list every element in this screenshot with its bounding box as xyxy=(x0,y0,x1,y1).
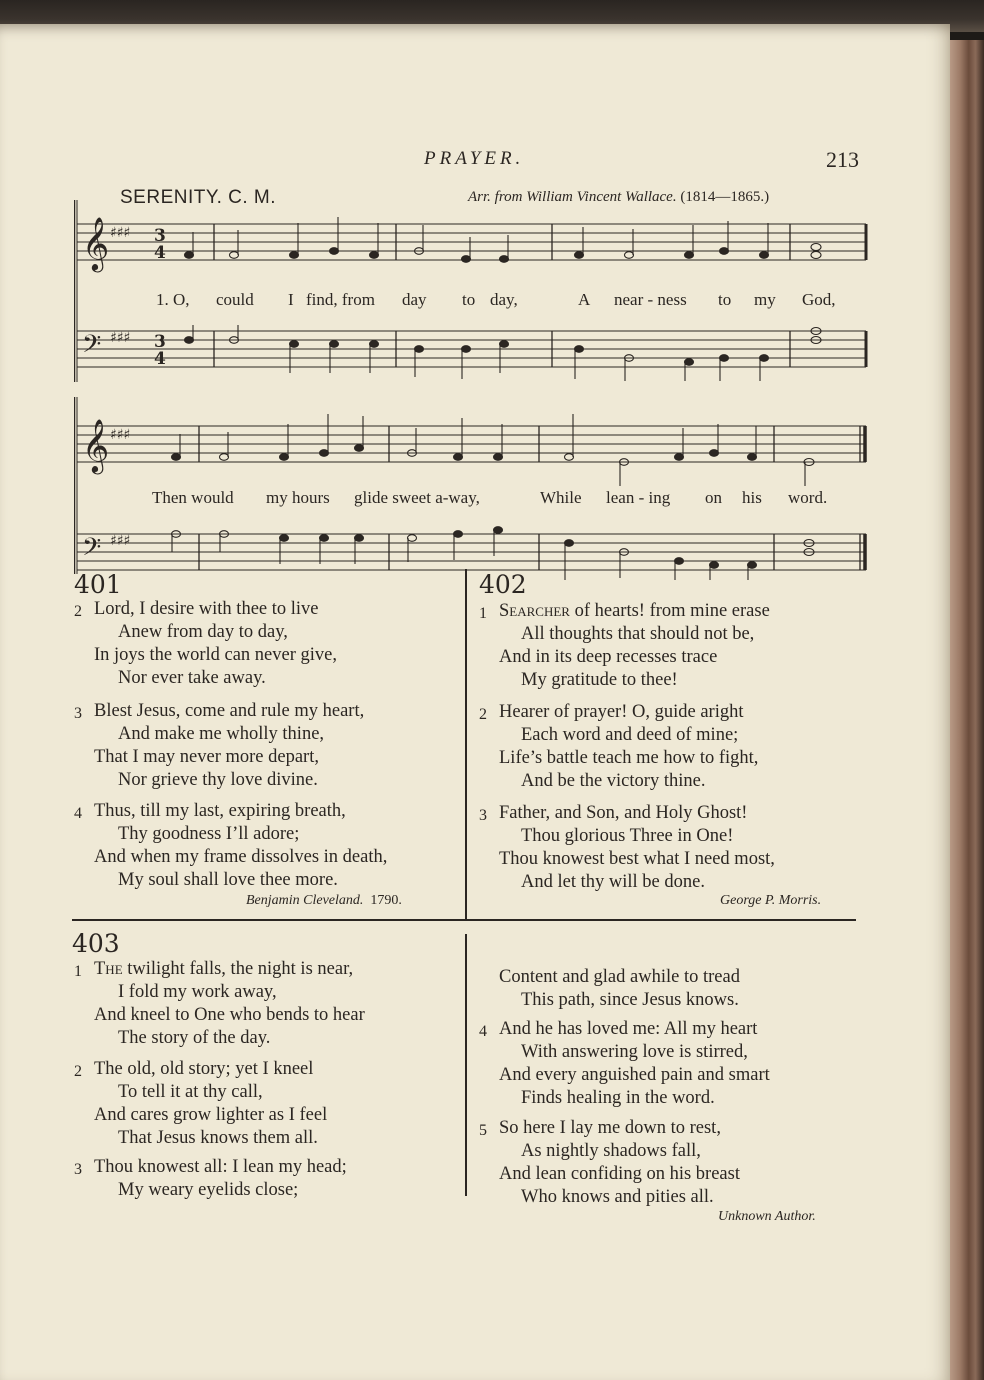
lyric-word: glide sweet a-way, xyxy=(354,488,480,507)
verse-number: 2 xyxy=(479,706,487,723)
verse-line: Nor ever take away. xyxy=(118,668,266,688)
verse-line: Each word and deed of mine; xyxy=(521,725,739,745)
hymn-403-verse-3-continued xyxy=(479,966,869,1012)
treble-notes-2 xyxy=(172,414,815,486)
verse-line: Who knows and pities all. xyxy=(521,1187,714,1207)
hymn-402-verse-1 xyxy=(479,600,869,692)
lyric-word: A xyxy=(578,290,591,309)
verse-line: And make me wholly thine, xyxy=(118,724,325,744)
bass-clef-icon: 𝄢 xyxy=(82,330,102,365)
verse-number: 3 xyxy=(74,705,82,722)
verse-line: As nightly shadows fall, xyxy=(521,1141,701,1161)
verse-line: Thou knowest best what I need most, xyxy=(499,849,775,869)
svg-text:4: 4 xyxy=(154,349,166,369)
lyric-word: his xyxy=(742,488,762,507)
hymn-403-verse-1 xyxy=(74,958,464,1050)
hymn-number: 403 xyxy=(72,929,120,958)
hymn-402-verse-2 xyxy=(479,701,869,793)
verse-number: 1 xyxy=(74,963,82,980)
verse-line: Thou glorious Three in One! xyxy=(521,826,734,846)
hymn-number: 402 xyxy=(479,570,527,599)
column-divider xyxy=(465,934,467,1196)
verse-line: Blest Jesus, come and rule my heart, xyxy=(94,701,365,721)
svg-text:♯♯♯: ♯♯♯ xyxy=(110,330,131,346)
hymn-401-verse-3 xyxy=(74,700,464,792)
lyrics-line-1 xyxy=(0,290,950,314)
verse-line: Father, and Son, and Holy Ghost! xyxy=(499,803,748,823)
column-divider xyxy=(465,569,467,919)
verse-line: With answering love is stirred, xyxy=(521,1042,748,1062)
verse-number: 3 xyxy=(479,807,487,824)
hymn-403-verse-3 xyxy=(74,1156,464,1202)
verse-number: 4 xyxy=(74,805,82,822)
verse-line: That Jesus knows them all. xyxy=(118,1128,318,1148)
verse-line: Nor grieve thy love divine. xyxy=(118,770,318,790)
verse-line-rest: of hearts! from mine erase xyxy=(569,601,770,621)
page-title: PRAYER. xyxy=(424,148,525,169)
verse-line: My gratitude to thee! xyxy=(521,670,678,690)
lyric-word: near - ness xyxy=(614,290,687,309)
svg-text:𝄢: 𝄢 xyxy=(82,533,102,568)
verse-line: That I may never more depart, xyxy=(94,747,319,767)
verse-number: 2 xyxy=(74,1063,82,1080)
svg-text:♯♯♯: ♯♯♯ xyxy=(110,427,131,443)
hymn-402-verse-3 xyxy=(479,802,869,894)
hymn-402-author: George P. Morris. xyxy=(720,893,822,908)
hymn-403-author: Unknown Author. xyxy=(718,1209,816,1224)
lyric-word: day xyxy=(402,290,427,309)
verse-line: And when my frame dissolves in death, xyxy=(94,847,388,867)
hymnal-page xyxy=(0,24,950,1380)
verse-line: In joys the world can never give, xyxy=(94,645,337,665)
verse-line: So here I lay me down to rest, xyxy=(499,1118,721,1138)
treble-staff-1 xyxy=(77,224,866,260)
verse-line: This path, since Jesus knows. xyxy=(521,990,739,1010)
lyric-word: God, xyxy=(802,290,836,309)
lyric-word: to xyxy=(718,290,732,309)
lyrics-line-2 xyxy=(0,488,950,512)
verse-line: The old, old story; yet I kneel xyxy=(94,1059,314,1079)
verse-number: 5 xyxy=(479,1122,487,1139)
verse-number: 2 xyxy=(74,603,82,620)
section-divider xyxy=(72,919,856,921)
hymn-401-verse-2 xyxy=(74,598,464,690)
verse-line xyxy=(74,958,464,981)
verse-line: Thus, till my last, expiring breath, xyxy=(94,801,346,821)
hymn-403-verse-4 xyxy=(479,1018,869,1110)
verse-line: Finds healing in the word. xyxy=(521,1088,715,1108)
verse-line: Content and glad awhile to tread xyxy=(499,967,740,987)
arranger-name: Arr. from William Vincent Wallace. xyxy=(468,189,677,205)
verse-line: My weary eyelids close; xyxy=(118,1180,299,1200)
verse-first-word: The xyxy=(94,959,123,979)
svg-text:𝄞: 𝄞 xyxy=(82,418,110,472)
hymn-403-verse-2 xyxy=(74,1058,464,1150)
verse-line-rest: twilight falls, the night is near, xyxy=(122,959,354,979)
verse-line: The story of the day. xyxy=(118,1028,271,1048)
lyric-word: 1. O, xyxy=(156,290,190,309)
verse-first-word: Searcher xyxy=(499,601,570,621)
verse-line: And he has loved me: All my heart xyxy=(499,1019,758,1039)
verse-line: And in its deep recesses trace xyxy=(499,647,718,667)
verse-number: 1 xyxy=(479,605,487,622)
lyric-word: word. xyxy=(788,488,828,507)
verse-line: And cares grow lighter as I feel xyxy=(94,1105,328,1125)
verse-line: All thoughts that should not be, xyxy=(521,624,755,644)
lyric-word: to xyxy=(462,290,476,309)
verse-line: Anew from day to day, xyxy=(118,622,288,642)
verse-line: And be the victory thine. xyxy=(521,771,706,791)
verse-line: And lean confiding on his breast xyxy=(499,1164,740,1184)
verse-line: My soul shall love thee more. xyxy=(118,870,338,890)
verse-line: And kneel to One who bends to hear xyxy=(94,1005,365,1025)
treble-clef-icon: 𝄞 xyxy=(82,216,110,270)
verse-line xyxy=(479,600,869,623)
svg-text:3: 3 xyxy=(154,332,166,352)
hymn-number: 401 xyxy=(74,570,122,599)
page-number: 213 xyxy=(826,147,859,172)
verse-line: And every anguished pain and smart xyxy=(499,1065,770,1085)
verse-line: Thou knowest all: I lean my head; xyxy=(94,1157,347,1177)
page-edge-stack xyxy=(950,40,984,1380)
lyric-word: on xyxy=(705,488,722,507)
lyric-word: find, from xyxy=(306,290,375,309)
lyric-word: lean - ing xyxy=(606,488,671,507)
verse-line: Thy goodness I’ll adore; xyxy=(118,824,300,844)
author-name: Benjamin Cleveland. xyxy=(246,893,364,908)
lyric-word: day, xyxy=(490,290,518,309)
hymn-401-verse-4 xyxy=(74,800,464,892)
tune-name: SERENITY. C. M. xyxy=(120,187,277,208)
verse-number: 3 xyxy=(74,1161,82,1178)
bass-notes-1 xyxy=(185,325,822,381)
time-signature-top: 3 xyxy=(154,226,166,246)
time-signature-bottom: 4 xyxy=(154,243,166,263)
lyric-word: could xyxy=(216,290,254,309)
bass-staff-1 xyxy=(77,331,866,367)
lyric-word: While xyxy=(540,488,582,507)
svg-text:♯♯♯: ♯♯♯ xyxy=(110,533,131,549)
author-year: 1790. xyxy=(370,893,402,908)
verse-number: 4 xyxy=(479,1023,487,1040)
verse-line: Hearer of prayer! O, guide aright xyxy=(499,702,744,722)
verse-line: Life’s battle teach me how to fight, xyxy=(499,748,759,768)
hymn-403-verse-5 xyxy=(479,1117,869,1209)
verse-line: Lord, I desire with thee to live xyxy=(94,599,319,619)
hymn-401-author xyxy=(246,893,402,909)
lyric-word: my xyxy=(754,290,776,309)
verse-line: To tell it at thy call, xyxy=(118,1082,263,1102)
lyric-word: I xyxy=(288,290,294,309)
lyric-word: Then would xyxy=(152,488,234,507)
key-signature-sharps-icon: ♯♯♯ xyxy=(110,225,131,241)
lyric-word: my hours xyxy=(266,488,330,507)
arranger-dates: (1814—1865.) xyxy=(680,189,770,205)
verse-line: And let thy will be done. xyxy=(521,872,705,892)
verse-line: I fold my work away, xyxy=(118,982,277,1002)
